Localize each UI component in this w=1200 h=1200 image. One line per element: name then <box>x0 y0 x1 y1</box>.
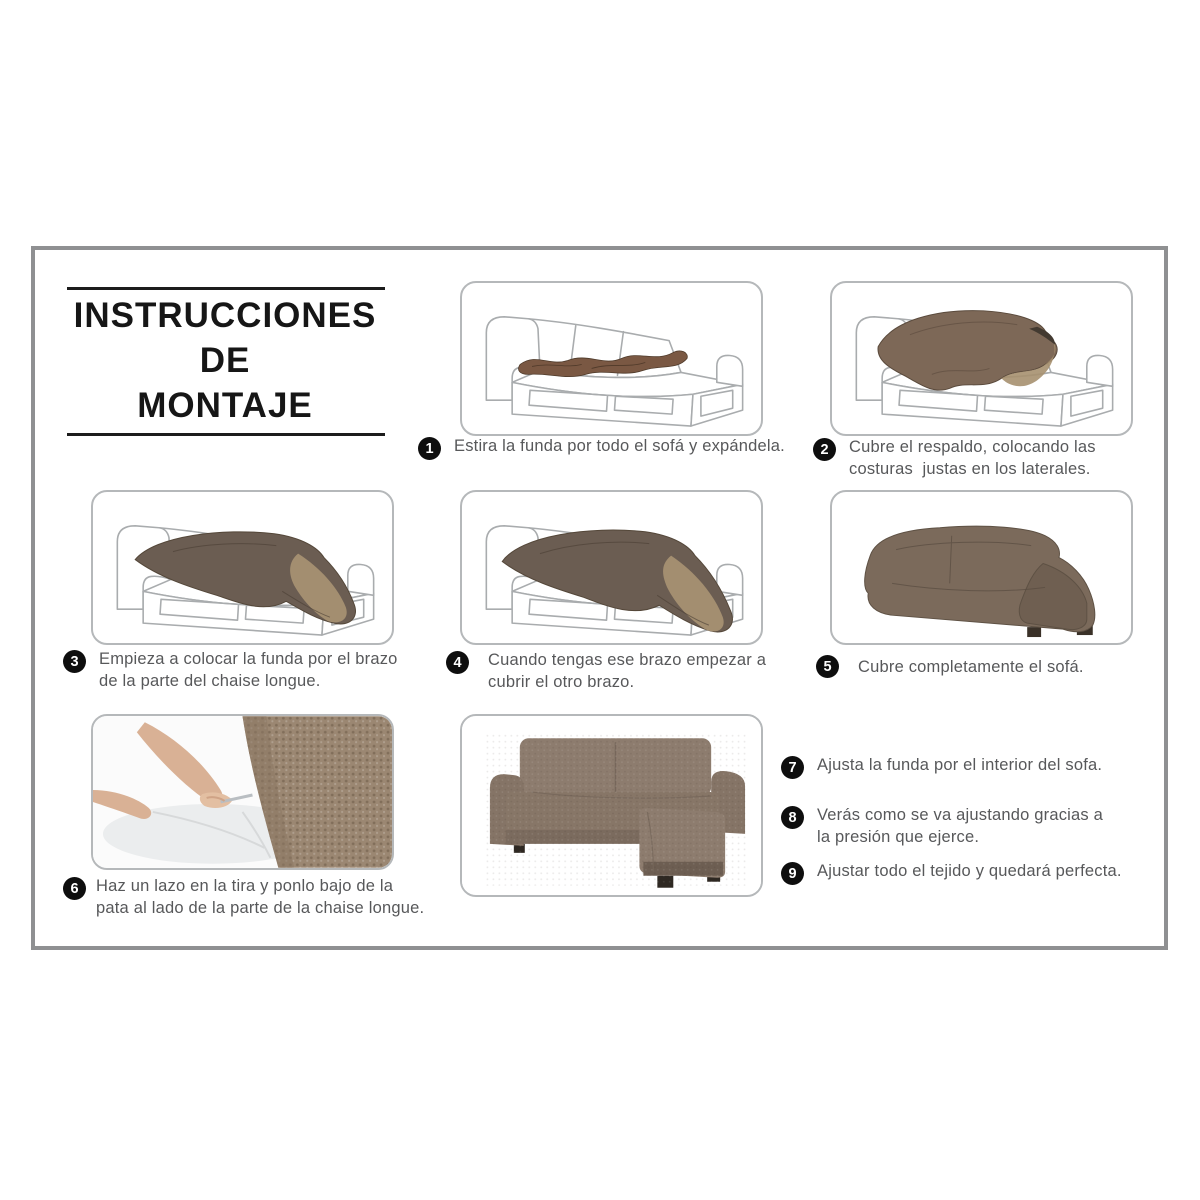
illustration-panel-step5 <box>830 490 1133 645</box>
step-8-text <box>817 805 1103 848</box>
step-3 <box>63 649 398 692</box>
step-4 <box>446 650 766 693</box>
title-rule-top <box>67 287 385 290</box>
step-2-number-badge: 2 <box>813 438 836 461</box>
step-8-number-badge: 8 <box>781 806 804 829</box>
step-6-line-1: Haz un lazo en la tira y ponlo bajo de la <box>96 877 394 895</box>
step-6-line-2: pata al lado de la parte de la chaise longue. <box>96 898 425 917</box>
step-2-text <box>849 437 1096 480</box>
step-1 <box>418 436 785 460</box>
step-2-line-2: costuras justas en los laterales. <box>849 459 1091 478</box>
illustration-panel-step3 <box>91 490 394 645</box>
step-3-number-badge: 3 <box>63 650 86 673</box>
page-title <box>45 293 405 428</box>
page-title-line-2: DE <box>199 341 251 380</box>
step-9-line-1: Ajustar todo el tejido y quedará perfecta. <box>817 862 1122 880</box>
step-7-line-1: Ajusta la funda por el interior del sofa. <box>817 756 1103 774</box>
hands-tying-lace-photo <box>93 716 392 868</box>
step-6-number-badge: 6 <box>63 877 86 900</box>
step-4-line-2: cubrir el otro brazo. <box>488 672 635 691</box>
step-6 <box>63 876 424 919</box>
step-5-text <box>858 657 1084 679</box>
page-title-line-1: INSTRUCCIONES <box>73 296 377 335</box>
title-rule-bottom <box>67 433 385 436</box>
step-7 <box>781 755 1102 779</box>
step-9-number-badge: 9 <box>781 862 804 885</box>
sofa-cover-on-seat-illustration <box>462 283 761 434</box>
page-title-line-3: MONTAJE <box>137 386 313 425</box>
sofa-cover-second-arm-illustration <box>462 492 761 643</box>
finished-covered-sofa-photo <box>462 716 761 895</box>
step-4-number-badge: 4 <box>446 651 469 674</box>
photo-panel-step6 <box>91 714 394 870</box>
photo-panel-finished-sofa <box>460 714 763 897</box>
illustration-panel-step2 <box>830 281 1133 436</box>
sofa-fully-covered-illustration <box>832 492 1131 643</box>
step-8-line-2: la presión que ejerce. <box>817 827 980 846</box>
step-4-text <box>488 650 766 693</box>
step-7-text <box>817 755 1102 777</box>
step-8 <box>781 805 1103 848</box>
step-2 <box>813 437 1096 480</box>
step-3-text <box>99 649 398 692</box>
step-8-line-1: Verás como se va ajustando gracias a <box>817 806 1104 824</box>
step-1-number-badge: 1 <box>418 437 441 460</box>
sofa-cover-over-backrest-illustration <box>832 283 1131 434</box>
illustration-panel-step1 <box>460 281 763 436</box>
step-1-line-1: Estira la funda por todo el sofá y expándela. <box>454 437 785 455</box>
step-3-line-2: de la parte del chaise longue. <box>99 671 321 690</box>
step-1-text <box>454 436 785 458</box>
step-3-line-1: Empieza a colocar la funda por el brazo <box>99 650 398 668</box>
sofa-cover-on-chaise-arm-illustration <box>93 492 392 643</box>
step-5 <box>816 654 1084 679</box>
step-2-line-1: Cubre el respaldo, colocando las <box>849 438 1096 456</box>
step-7-number-badge: 7 <box>781 756 804 779</box>
step-6-text <box>96 876 424 919</box>
step-5-line-1: Cubre completamente el sofá. <box>858 658 1084 676</box>
step-5-number-badge: 5 <box>816 655 839 678</box>
step-4-line-1: Cuando tengas ese brazo empezar a <box>488 651 767 669</box>
step-9 <box>781 861 1122 885</box>
step-9-text <box>817 861 1122 883</box>
illustration-panel-step4 <box>460 490 763 645</box>
